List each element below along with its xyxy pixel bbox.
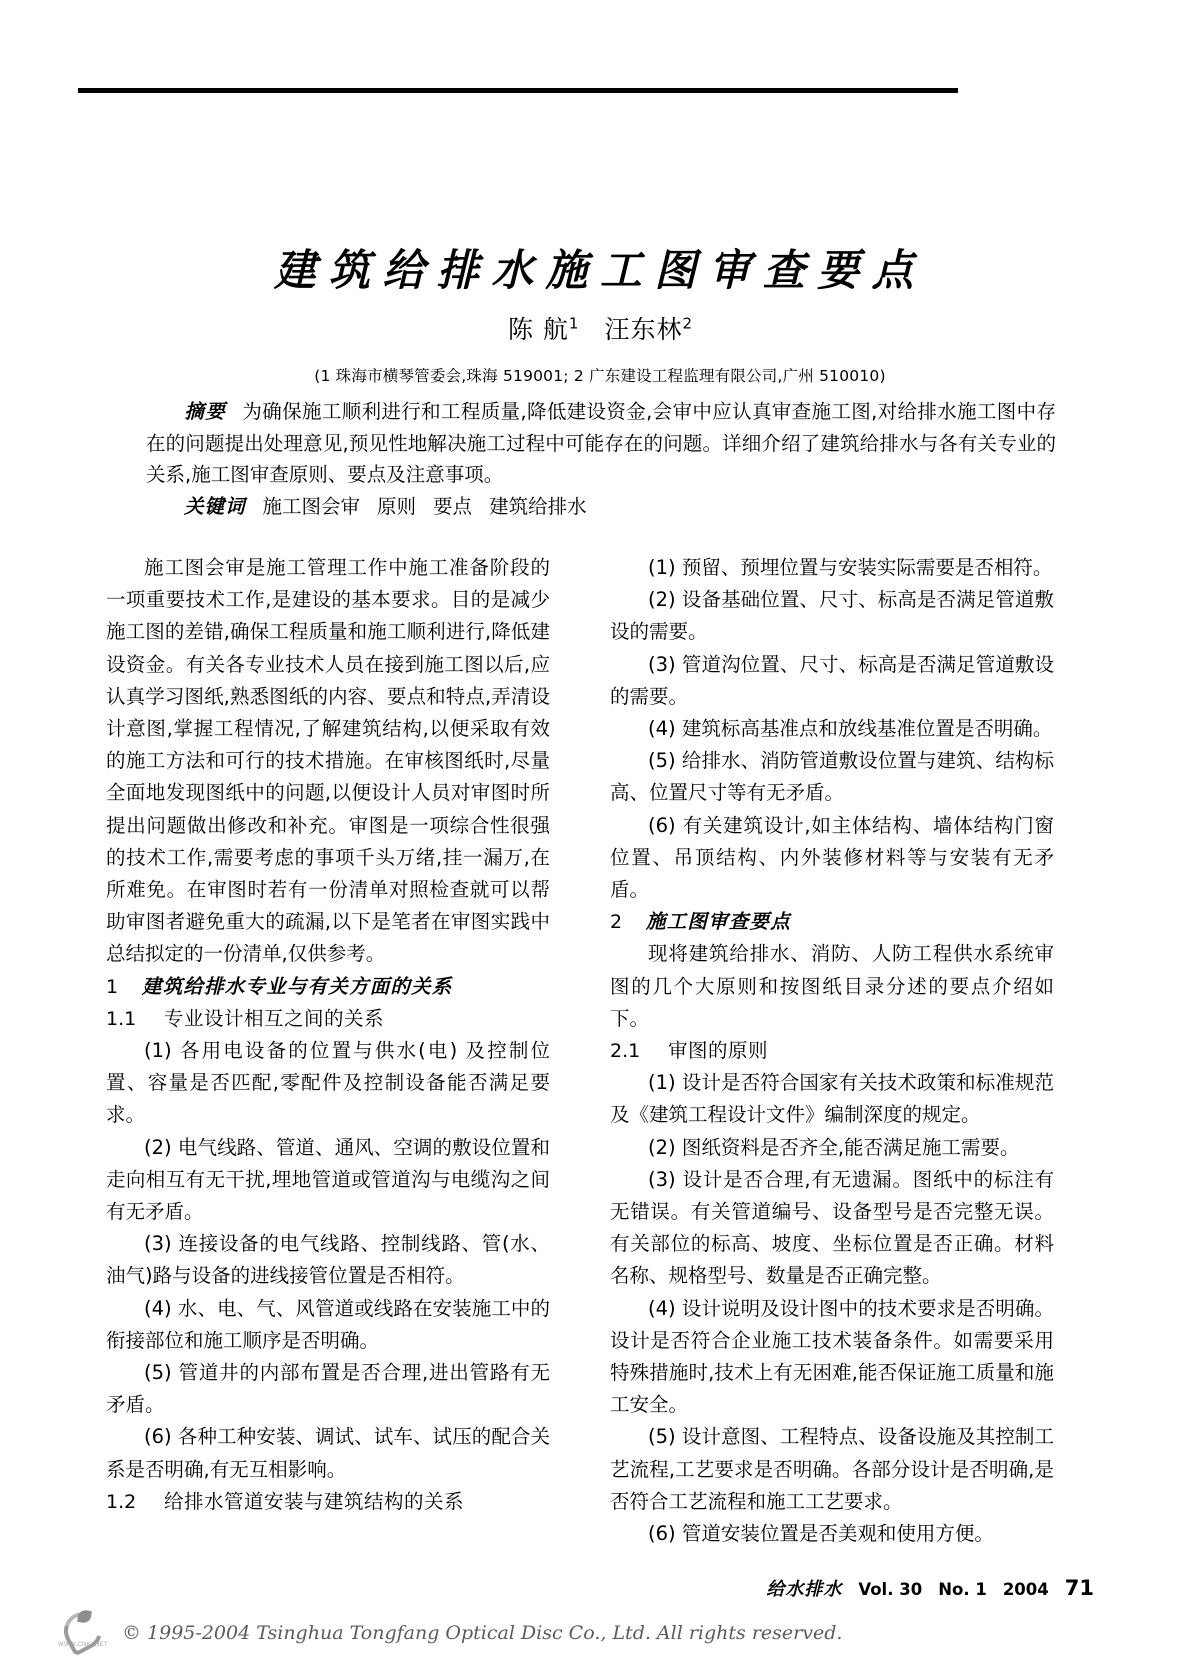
body-paragraph: (4) 水、电、气、风管道或线路在安装施工中的衔接部位和施工顺序是否明确。 [106,1296,550,1352]
body-paragraph: (1) 设计是否符合国家有关技术政策和标准规范及《建筑工程设计文件》编制深度的规定。 [610,1071,1054,1127]
page-number: 71 [1064,1576,1094,1600]
author-list [0,310,1200,346]
body-paragraph: (6) 有关建筑设计,如主体结构、墙体结构门窗位置、吊顶结构、内外装修材料等与安装有无矛盾。 [610,813,1054,902]
body-paragraph: (6) 各种工种安装、调试、试车、试压的配合关系是否明确,有无互相影响。 [106,1425,550,1481]
copyright-notice: © 1995-2004 Tsinghua Tongfang Optical Disc Co., Ltd. All rights reserved. [122,1622,843,1644]
section-title: 专业设计相互之间的关系 [164,1006,385,1030]
abstract-paragraph [146,396,1056,491]
logo-caption: WWW.CNKI.NET [58,1642,108,1648]
body-paragraph: (5) 给排水、消防管道敷设位置与建筑、结构标高、位置尺寸等有无矛盾。 [610,749,1054,805]
abstract-block [146,396,1056,522]
body-paragraph: (2) 设备基础位置、尺寸、标高是否满足管道敷设的需要。 [610,588,1054,644]
section-title: 建筑给排水专业与有关方面的关系 [142,974,453,998]
body-paragraph: (5) 设计意图、工程特点、设备设施及其控制工艺流程,工艺要求是否明确。各部分设计是否明确,是否符合工艺流程和施工工艺要求。 [610,1425,1054,1513]
section-heading [610,906,1054,938]
keyword-item: 建筑给排水 [489,494,587,518]
body-paragraph: (1) 各用电设备的位置与供水(电) 及控制位置、容量是否匹配,零配件及控制设备能否满足要求。 [106,1039,550,1127]
cnki-logo-icon [58,1608,106,1652]
journal-volume: Vol. 30 [858,1580,923,1599]
body-paragraph: (3) 管道沟位置、尺寸、标高是否满足管道敷设的需要。 [610,652,1054,708]
keyword-item: 原则 [377,494,417,518]
keywords-label: 关键词 [184,494,246,518]
body-column-right [610,552,1054,1550]
keyword-item: 施工图会审 [262,494,361,518]
body-paragraph: (3) 连接设备的电气线路、控制线路、管(水、油气)路与设备的进线接管位置是否相符。 [106,1232,550,1288]
author-name-1: 陈 航 [507,314,569,344]
journal-year: 2004 [1002,1580,1049,1599]
body-paragraph: 现将建筑给排水、消防、人防工程供水系统审图的几个大原则和按图纸目录分述的要点介绍如下。 [610,942,1054,1030]
keyword-item: 要点 [433,494,473,518]
abstract-text: 为确保施工顺利进行和工程质量,降低建设资金,会审中应认真审查施工图,对给排水施工图中存在的问题提出处理意见,预见性地解决施工过程中可能存在的问题。详细介绍了建筑给排水与各有关专业的关系,施工图审查原则、要点及注意事项。 [146,400,1056,486]
section-number: 2.1 [610,1040,641,1063]
author-sup-1: 1 [568,314,579,333]
body-paragraph: (2) 电气线路、管道、通风、空调的敷设位置和走向相互有无干扰,埋地管道或管道沟与电缆沟之间有无矛盾。 [106,1135,550,1224]
abstract-label: 摘要 [184,400,227,423]
body-paragraph: (5) 管道井的内部布置是否合理,进出管路有无矛盾。 [106,1361,550,1417]
affiliation-line: (1 珠海市横琴管委会,珠海 519001; 2 广东建设工程监理有限公司,广州 510010) [314,366,886,385]
footer-journal-info [766,1575,1094,1601]
section-number: 1.2 [106,1490,137,1513]
journal-issue: No. 1 [938,1580,987,1599]
header-rule [78,88,958,93]
title-block [0,245,1200,386]
section-number: 2 [610,911,623,934]
body-paragraph: (2) 图纸资料是否齐全,能否满足施工需要。 [648,1135,1020,1159]
body-paragraph: (4) 建筑标高基准点和放线基准位置是否明确。 [648,717,1053,741]
section-title: 施工图审查要点 [646,910,791,934]
section-number: 1.1 [106,1007,137,1030]
subsection-heading [106,1003,550,1035]
subsection-heading [106,1486,550,1518]
body-paragraph: (6) 管道安装位置是否美观和使用方便。 [648,1522,994,1546]
keywords-paragraph [146,491,1056,523]
page-title: 建筑给排水施工图审查要点 [274,246,926,296]
body-paragraph: (1) 预留、预埋位置与安装实际需要是否相符。 [648,556,1053,579]
subsection-heading [610,1035,1054,1067]
body-paragraph: 施工图会审是施工管理工作中施工准备阶段的一项重要技术工作,是建设的基本要求。目的是减少施工图的差错,确保工程质量和施工顺利进行,降低建设资金。有关各专业技术人员在接到施工图以后,应认真学习图纸,熟悉图纸的内容、要点和特点,弄清设计意图,掌握工程情况,了解建筑结构,以便采取有效的施工方法和可行的技术措施。在审核图纸时,尽量全面地发现图纸中的问题,以便设计人员对审图时所提出问题做出修改和补充。审图是一项综合性很强的技术工作,需要考虑的事项千头万绪,挂一漏万,在所难免。在审图时若有一份清单对照检查就可以帮助审图者避免重大的疏漏,以下是笔者在审图实践中总结拟定的一份清单,仅供参考。 [106,556,550,966]
body-column-left [106,552,550,1518]
section-title: 给排水管道安装与建筑结构的关系 [164,1489,465,1513]
section-heading [106,971,550,1003]
body-paragraph: (3) 设计是否合理,有无遗漏。图纸中的标注有无错误。有关管道编号、设备型号是否完整无误。有关部位的标高、坡度、坐标位置是否正确。材料名称、规格型号、数量是否正确完整。 [610,1167,1054,1288]
journal-name: 给水排水 [766,1579,843,1600]
author-sup-2: 2 [682,314,693,333]
body-paragraph: (4) 设计说明及设计图中的技术要求是否明确。设计是否符合企业施工技术装备条件。如需要采用特殊措施时,技术上有无困难,能否保证施工质量和施工安全。 [610,1296,1054,1417]
author-name-2: 汪东林 [604,314,683,344]
section-number: 1 [106,975,119,998]
section-title: 审图的原则 [668,1039,769,1063]
